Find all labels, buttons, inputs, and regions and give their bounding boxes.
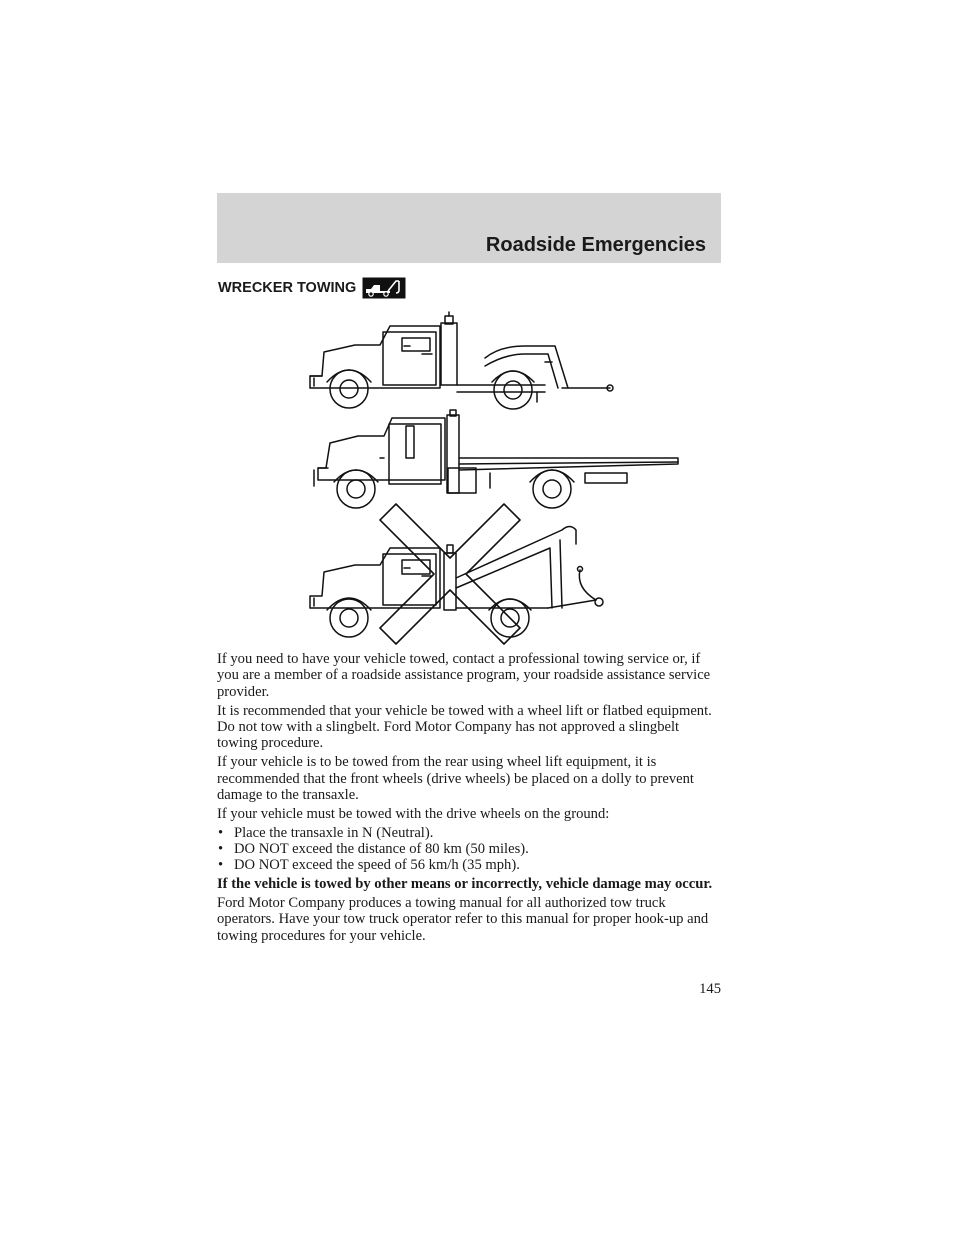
paragraph-rear-tow: If your vehicle is to be towed from the rear using wheel lift equipment, it is recommended that the front wheels (drive wheels) be placed on a dolly to prevent damage to the transaxle.	[217, 754, 694, 804]
list-item: • Place the transaxle in N (Neutral).	[217, 825, 723, 841]
slingbelt-truck	[310, 527, 603, 638]
paragraph-contact: If you need to have your vehicle towed, contact a professional towing service or, if you are a member of a roadside assistance program, your roadside assistance service provider.	[217, 651, 711, 700]
wheel-lift-truck	[310, 312, 613, 409]
towing-list	[217, 825, 723, 874]
list-item: • DO NOT exceed the speed of 56 km/h (35 mph).	[217, 857, 723, 873]
header-band	[217, 193, 721, 263]
x-mark	[380, 504, 520, 644]
section-heading-text: WRECKER TOWING	[218, 280, 357, 296]
warning-text: If the vehicle is towed by other means or incorrectly, vehicle damage may occur.	[217, 876, 713, 893]
paragraph-manual: Ford Motor Company produces a towing manual for all authorized tow truck operators. Have your tow truck operator refer to this manual for proper hook-up and towing procedures for your vehicle.	[217, 895, 709, 944]
tow-truck-icon	[362, 277, 406, 299]
page-title: Roadside Emergencies	[485, 234, 706, 256]
list-item: • DO NOT exceed the distance of 80 km (50 miles).	[217, 841, 723, 857]
paragraph-equipment: It is recommended that your vehicle be towed with a wheel lift or flatbed equipment. Do not tow with a slingbelt. Ford Motor Company has not approved a slingbelt towing procedure.	[217, 702, 712, 752]
section-heading	[218, 276, 406, 300]
page-number: 145	[699, 981, 721, 997]
body-text	[217, 651, 723, 947]
flatbed-truck	[314, 410, 678, 508]
towing-illustration	[300, 308, 685, 648]
paragraph-drive-wheels: If your vehicle must be towed with the drive wheels on the ground:	[217, 805, 610, 822]
